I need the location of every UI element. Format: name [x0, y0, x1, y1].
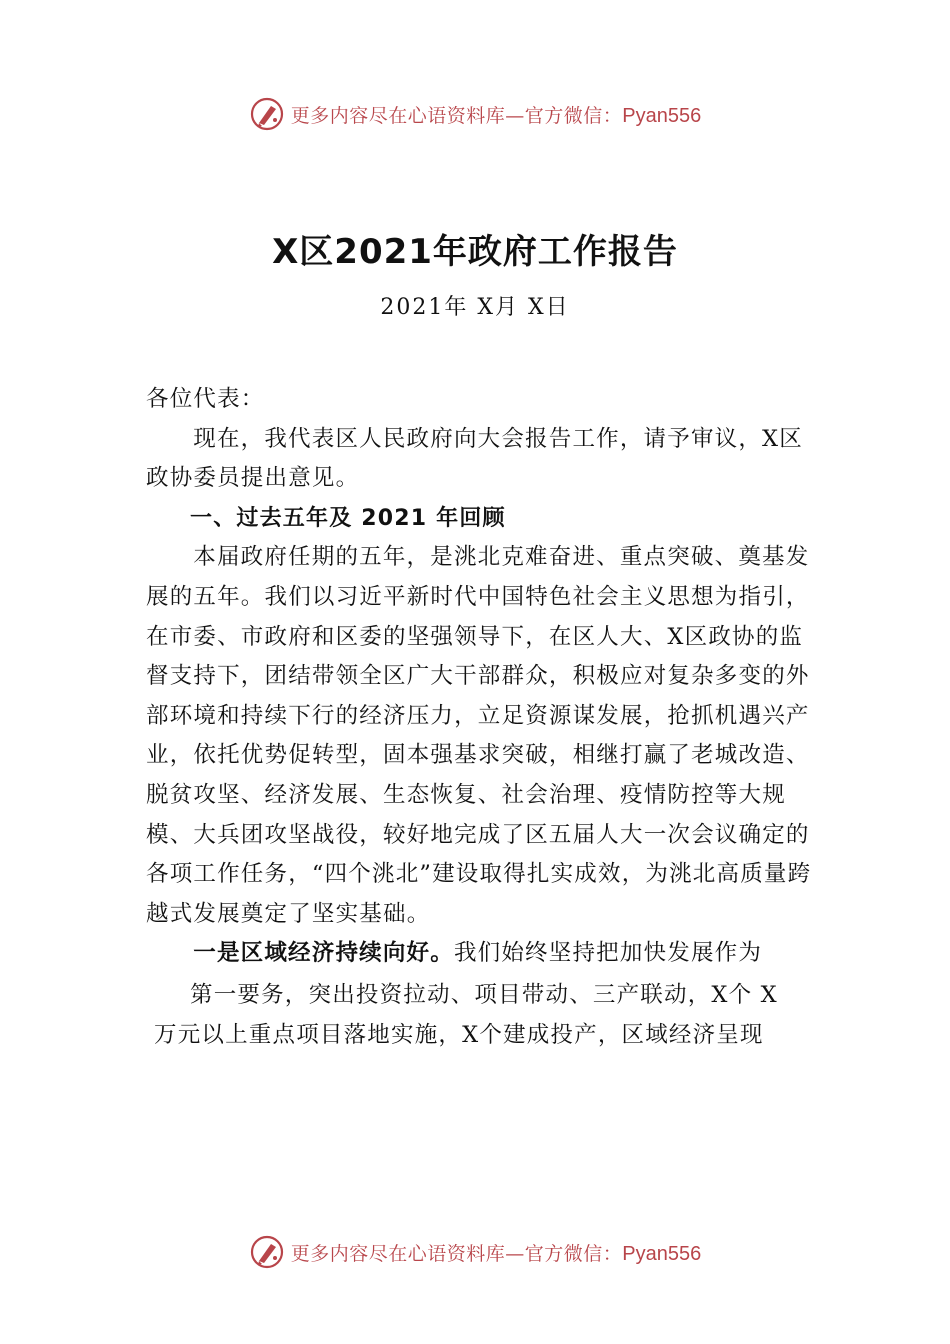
- economy-line3: 万元以上重点项目落地实施，X个建成投产，区域经济呈现: [154, 1021, 764, 1048]
- review-paragraph: 本届政府任期的五年，是洮北克难奋进、重点突破、奠基发展的五年。我们以习近平新时代中国特色社会主义思想为指引，在市委、市政府和区委的坚强领导下，在区人大、X区政协的监督支持下，团结带领全区广大干部群众，积极应对复杂多变的外部环境和持续下行的经济压力，立足资源谋发展，抢抓机遇兴产业，依托优势促转型，固本强基求突破，相继打赢了老城改造、脱贫攻坚、经济发展、生态恢复、社会治理、疫情防控等大规模、大兵团攻坚战役，较好地完成了区五届人大一次会议确定的各项工作任务，“四个洮北”建设取得扎实成效，为洮北高质量跨越式发展奠定了坚实基础。: [146, 544, 812, 927]
- wechat-id: Pyan556: [622, 104, 702, 127]
- economy-paragraph-continued: [146, 976, 818, 1055]
- logo-pen-icon: [249, 1234, 285, 1270]
- wechat-id: Pyan556: [622, 1242, 702, 1265]
- document-body: [146, 380, 818, 974]
- document-date: 2021年 X月 X日: [380, 295, 570, 320]
- economy-line2: 第一要务，突出投资拉动、项目带动、三产联动，X个 X: [190, 982, 778, 1008]
- watermark-label: 更多内容尽在心语资料库—官方微信：: [290, 1242, 623, 1265]
- salutation: 各位代表：: [146, 386, 265, 412]
- watermark-text: [291, 1239, 701, 1266]
- economy-lead: 一是区域经济持续向好。: [193, 940, 454, 967]
- economy-line1-text: 我们始终坚持把加快发展作为: [453, 940, 763, 967]
- section-heading: 一、过去五年及 2021 年回顾: [190, 505, 506, 531]
- watermark-banner-bottom: [0, 1232, 950, 1272]
- intro-paragraph: 现在，我代表区人民政府向大会报告工作，请予审议，X区政协委员提出意见。: [146, 425, 803, 492]
- economy-paragraph-line1: [146, 934, 818, 974]
- watermark-text: [291, 101, 701, 128]
- logo-pen-icon: [249, 96, 285, 132]
- document-title: X区2021年政府工作报告: [272, 232, 678, 272]
- watermark-label: 更多内容尽在心语资料库—官方微信：: [290, 104, 623, 127]
- watermark-banner-top: [0, 94, 950, 134]
